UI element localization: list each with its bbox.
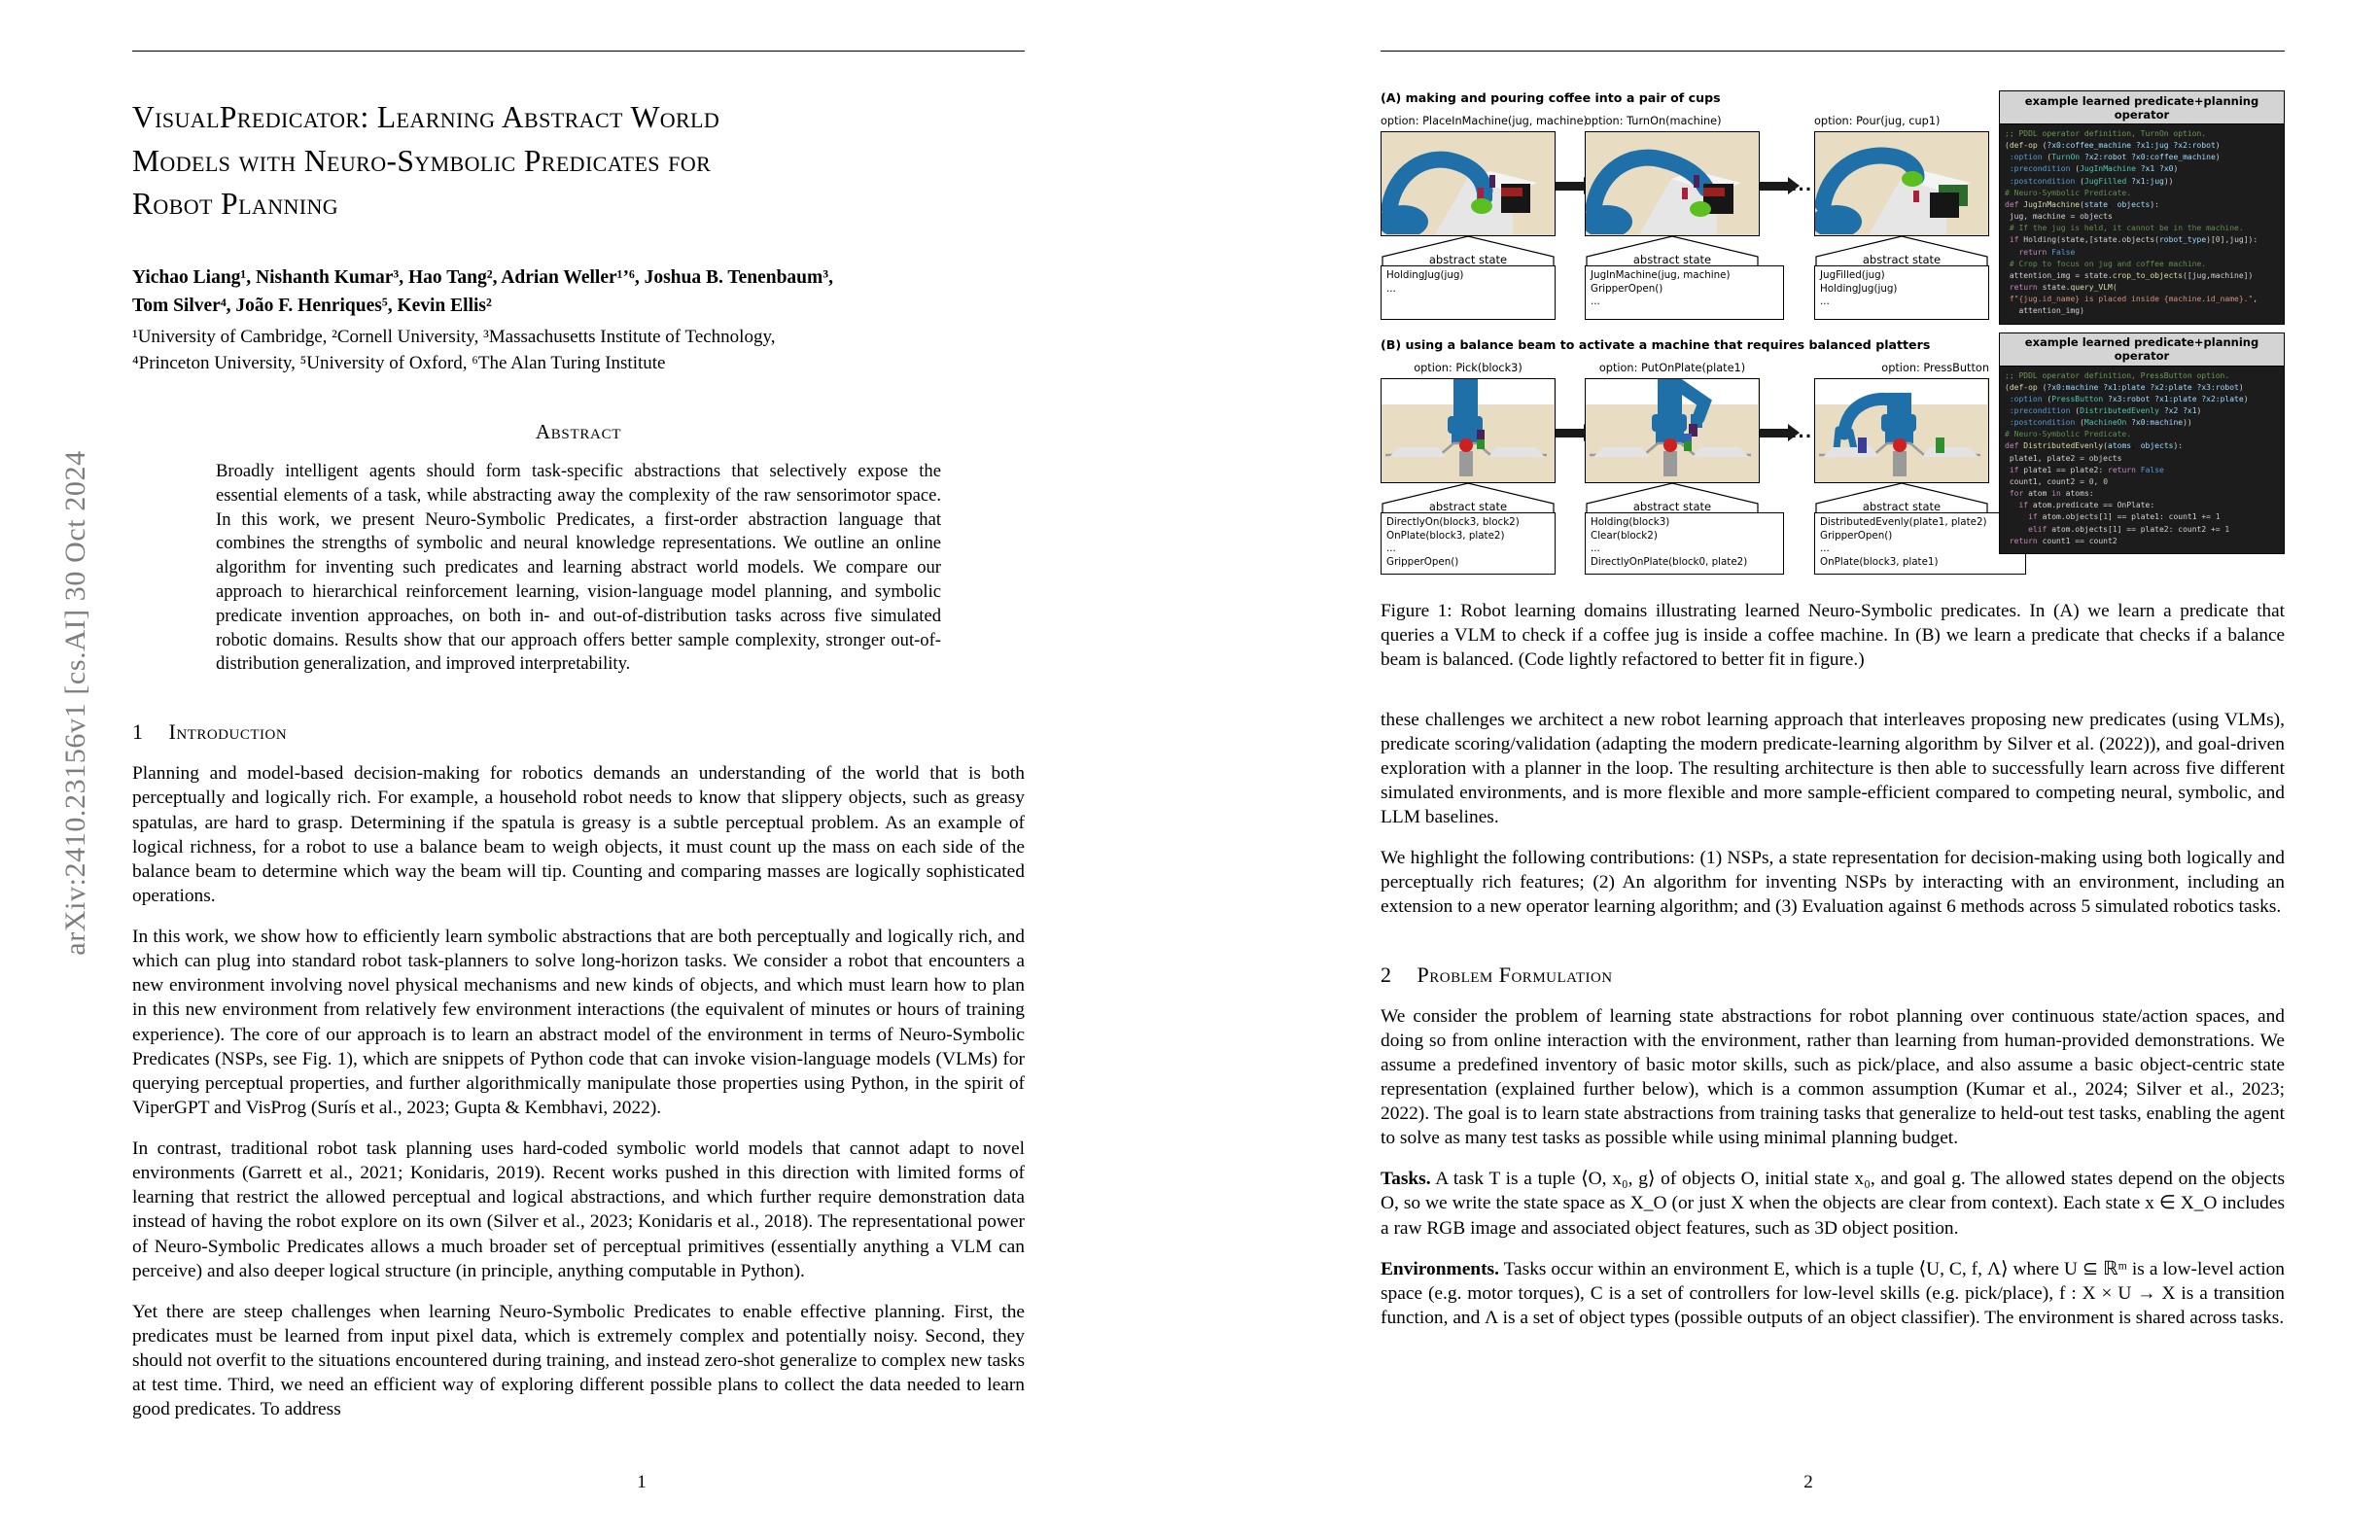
panel-a-abstract-state-label-1: abstract state — [1428, 253, 1508, 266]
panel-a-scene-2 — [1585, 131, 1760, 236]
section-title-2: Problem Formulation — [1417, 962, 1613, 987]
page-title — [132, 96, 1025, 227]
panel-b-option-2: option: PutOnPlate(plate1) — [1598, 362, 1746, 374]
arrow-icon — [1556, 182, 1585, 191]
abstract-body: Broadly intelligent agents should form task-specific abstractions that selectively expose the essential elements of a task, while abstracting away the complexity of the raw sensorimotor space. In this work, we present Neuro-Symbolic Predicates, a first-order abstraction language that combines the strengths of symbolic and neural knowledge representations. We outline an online algorithm for inventing such predicates and learning abstract world models. We compare our approach to hierarchical reinforcement learning, vision-language model planning, and symbolic predicate invention approaches, on both in- and out-of-distribution tasks across five simulated robotic domains. Results show that our approach offers better sample complexity, stronger out-of-distribution generalization, and improved interpretability. — [216, 460, 941, 675]
title-line-2: Models with Neuro-Symbolic Predicates for — [132, 143, 712, 178]
atom: GripperOpen() — [1820, 529, 1893, 542]
panel-b-title: (B) using a balance beam to activate a machine that requires balanced platters — [1381, 337, 1931, 352]
page-number-right: 2 — [1803, 1472, 1813, 1492]
section-heading-problem-formulation — [1381, 962, 2285, 988]
panel-b-option-1: option: Pick(block3) — [1414, 362, 1522, 374]
panel-a-arrow-1 — [1556, 133, 1585, 238]
panel-a-funnel-2 — [1585, 236, 1760, 265]
panel-a-title: (A) making and pouring coffee into a pair of cups — [1381, 90, 1721, 105]
figure-1-caption: Figure 1: Robot learning domains illustrating learned Neuro-Symbolic predicates. In (A) we learn a predicate that queries a VLM to check if a coffee jug is inside a coffee machine. In (B) we learn a predicate that checks if a balance beam is balanced. (Code lightly refactored to better fit in figure.) — [1381, 600, 2285, 670]
tasks-text: A task T is a tuple ⟨O, x₀, g⟩ of objects O, initial state x₀, and goal g. The allowed states depend on the objects O, so we write the state space as X_O (or just X when the objects are clear from context). Each state x ∈ X_O includes a raw RGB image and associated object features, such as 3D object position. — [1381, 1169, 2285, 1239]
atom: ... — [1386, 282, 1396, 295]
panel-b-state-box-2 — [1585, 512, 1784, 575]
panel-b-state-box-1 — [1381, 512, 1556, 575]
panel-b-ellipsis: ... — [1790, 423, 1813, 442]
panel-b-scene-2 — [1585, 378, 1760, 483]
panel-a-state-box-3 — [1814, 265, 1989, 320]
code-card-1-header: example learned predicate+planning operator — [1999, 90, 2285, 124]
panel-b-scene-1 — [1381, 378, 1556, 483]
atom: Clear(block2) — [1591, 529, 1658, 542]
page-number-left: 1 — [637, 1472, 647, 1492]
code-card-2-header: example learned predicate+planning operator — [1999, 332, 2285, 367]
figure-code-column — [1999, 90, 2285, 562]
panel-a-option-3: option: Pour(jug, cup1) — [1814, 115, 1941, 127]
section-number-2: 2 — [1381, 962, 1392, 987]
panel-a-step-3 — [1814, 115, 1989, 320]
panel-a-option-2: option: TurnOn(machine) — [1585, 115, 1722, 127]
panel-a-abstract-state-label-3: abstract state — [1862, 253, 1942, 266]
figure-panels — [1381, 90, 1989, 575]
panel-b-funnel-3 — [1814, 483, 1989, 512]
problem-paragraph-1: We consider the problem of learning state abstractions for robot planning over continuous state/action spaces, and doing so from online interaction with the environment, rather than learning from human-provided demonstrations. We assume a predefined inventory of basic motor skills, such as pick/place, and also assume a basic object-centric state representation (explained further below), which is a common assumption (Kumar et al., 2024; Silver et al., 2023; 2022). The goal is to learn state abstractions from training tasks that generalize to held-out test tasks, enabling the agent to solve as many test tasks as possible while using minimal planning budget. — [1381, 1005, 2285, 1149]
panel-a-abstract-state-label-2: abstract state — [1632, 253, 1712, 266]
code-card-1 — [1999, 90, 2285, 325]
panel-b-step-1 — [1381, 362, 1556, 575]
section-title-1: Introduction — [168, 719, 288, 745]
figure-1 — [1381, 90, 2285, 673]
atom: ... — [1591, 542, 1600, 555]
panel-b-funnel-2 — [1585, 483, 1760, 512]
authors-line-1: Yichao Liang¹, Nishanth Kumar³, Hao Tang², Adrian Weller¹’⁶, Joshua B. Tenenbaum³, — [132, 267, 833, 289]
panel-a-step-2 — [1585, 115, 1760, 320]
arrow-icon — [1556, 429, 1585, 438]
atom: OnPlate(block3, plate2) — [1386, 529, 1505, 542]
arrow-icon — [1760, 182, 1789, 191]
arxiv-stamp: arXiv:2410.23156v1 [cs.AI] 30 Oct 2024 — [59, 450, 91, 956]
atom: ... — [1591, 296, 1600, 308]
panel-b-step-3 — [1814, 362, 1989, 575]
panel-b-strip — [1381, 362, 1989, 575]
panel-b-abstract-state-label-1: abstract state — [1428, 500, 1508, 513]
authors-line-2: Tom Silver⁴, João F. Henriques⁵, Kevin Ellis² — [132, 296, 492, 317]
atom: GripperOpen() — [1591, 282, 1663, 295]
atom: ... — [1820, 296, 1830, 308]
affiliation-list — [132, 324, 1025, 377]
environments-label: Environments. — [1381, 1258, 1499, 1279]
panel-b-option-3: option: PressButton — [1881, 362, 1989, 374]
panel-a-ellipsis: ... — [1790, 176, 1813, 195]
panel-b-funnel-1 — [1381, 483, 1556, 512]
panel-b-state-box-3 — [1814, 512, 2026, 575]
section-heading-introduction — [132, 719, 1025, 745]
intro-paragraph-2: In this work, we show how to efficiently learn symbolic abstractions that are both perceptually and logically rich, and which can plug into standard robot task-planners to solve long-horizon tasks. We consider a robot that encounters a new environment involving novel physical mechanisms and new kinds of objects, and which must learn how to plan in this new environment from relatively few environment interactions (the equivalent of minutes or hours of training experience). The core of our approach is to learn an abstract model of the environment in terms of Neuro-Symbolic Predicates (NSPs, see Fig. 1), which are snippets of Python code that can invoke vision-language models (VLMs) for querying perceptual properties, and further algorithmically manipulate those properties using Python, in the spirit of ViperGPT and VisProg (Surís et al., 2023; Gupta & Kembhavi, 2022). — [132, 927, 1025, 1118]
panel-a-step-1 — [1381, 115, 1588, 320]
arrow-icon — [1760, 429, 1789, 438]
atom: Holding(block3) — [1591, 516, 1670, 528]
atom: ... — [1386, 542, 1396, 555]
page-right — [1293, 0, 2324, 1540]
panel-a-strip — [1381, 115, 1989, 320]
panel-a-scene-1 — [1381, 131, 1556, 236]
intro-paragraph-3: In contrast, traditional robot task planning uses hard-coded symbolic world models that cannot adapt to novel environments (Garrett et al., 2021; Konidaris, 2019). Recent works pushed in this direction with limited forms of learning that restrict the allowed perceptual and logical abstractions, and which further require demonstration data instead of having the robot explore on its own (Silver et al., 2023; Konidaris et al., 2018). The representational power of Neuro-Symbolic Predicates allows a much broader set of perceptual primitives (essentially anything a VLM can perceive) and also deeper logical structure (in principle, anything computable in Python). — [132, 1138, 1025, 1281]
atom: HoldingJug(jug) — [1386, 269, 1464, 281]
header-rule-right — [1381, 51, 2285, 52]
atom: DistributedEvenly(plate1, plate2) — [1820, 516, 1987, 528]
affiliations-line-1: ¹University of Cambridge, ²Cornell University, ³Massachusetts Institute of Technology, — [132, 326, 776, 347]
atom: ... — [1820, 542, 1830, 555]
atom: JugFilled(jug) — [1820, 269, 1885, 281]
panel-b-arrow-1 — [1556, 380, 1585, 485]
atom: GripperOpen() — [1386, 556, 1459, 569]
abstract-heading: Abstract — [535, 419, 622, 443]
intro-paragraph-5: these challenges we architect a new robot learning approach that interleaves proposing new predicates (using VLMs), predicate scoring/validation (adapting the modern predicate-learning algorithm by Silver et al. (2022)), and goal-driven exploration with a planner in the loop. The resulting architecture is then able to successfully learn across five different simulated environments, and is more flexible and more sample-efficient compared to competing neural, symbolic, and LLM baselines. — [1381, 709, 2285, 828]
tasks-label: Tasks. — [1381, 1169, 1431, 1190]
intro-paragraph-1: Planning and model-based decision-making for robotics demands an understanding of the world that is both perceptually and logically rich. For example, a household robot needs to know that slippery objects, such as greasy spatulas, are hard to grasp. Determining if the spatula is greasy is a subtle perceptual problem. As an example of logical richness, for a robot to use a balance beam to weigh objects, it must count up the mass on each side of the balance beam to determine which way the beam will tip. Counting and comparing masses are logically sophisticated operations. — [132, 763, 1025, 906]
title-line-3: Robot Planning — [132, 187, 339, 222]
atom: DirectlyOn(block3, block2) — [1386, 516, 1520, 528]
atom: OnPlate(block3, plate1) — [1820, 556, 1939, 569]
panel-b-abstract-state-label-3: abstract state — [1862, 500, 1942, 513]
code-card-2-body: ;; PDDL operator definition, PressButton option. (def-op (?x0:machine ?x1:plate ?x2:plate ?x3:robot) :option (PressButton ?x3:robot ?x1:plate ?x2:plate) :precondition (DistributedEvenly ?x2 ?x1) :postcondition (MachineOn ?x0:machine)) # Neuro-Symbolic Predicate. def DistributedEvenly(atoms, objects): plate1, plate2 = objects if plate1 == plate2: return False count1, count2 = 0, 0 for atom in atoms: if atom.predicate == OnPlate: if atom.objects[1] == plate1: count1 += 1 elif atom.objects[1] == plate2: count2 += 1 return count1 == count2 — [1999, 367, 2285, 554]
intro-paragraph-6: We highlight the following contributions: (1) NSPs, a state representation for decision-making using both logically and perceptually rich features; (2) An algorithm for inventing NSPs by interacting with an environment, including an extension to a new operator learning algorithm; and (3) Evaluation against 6 methods across 5 simulated robotics tasks. — [1381, 848, 2285, 918]
tasks-paragraph — [1381, 1167, 2285, 1240]
panel-b-abstract-state-label-2: abstract state — [1632, 500, 1712, 513]
panel-a-option-1: option: PlaceInMachine(jug, machine) — [1381, 115, 1588, 127]
affiliations-line-2: ⁴Princeton University, ⁵University of Oxford, ⁶The Alan Turing Institute — [132, 353, 666, 374]
panel-a-state-box-2 — [1585, 265, 1784, 320]
panel-a-funnel-1 — [1381, 236, 1556, 265]
environments-paragraph — [1381, 1257, 2285, 1330]
panel-a-state-box-1 — [1381, 265, 1556, 320]
atom: HoldingJug(jug) — [1820, 282, 1898, 295]
environments-text: Tasks occur within an environment E, which is a tuple ⟨U, C, f, Λ⟩ where U ⊆ ℝᵐ is a low-level action space (e.g. motor torques), C is a set of controllers for low-level skills (e.g. pick/place), f : X × U → X is a transition function, and Λ is a set of object types (possible outputs of an object classifier). The environment is shared across tasks. — [1381, 1258, 2285, 1328]
code-card-1-body: ;; PDDL operator definition, TurnOn option. (def-op (?x0:coffee_machine ?x1:jug ?x2:robot) :option (TurnOn ?x2:robot ?x0:coffee_machine) :precondition (JugInMachine ?x1 ?x0) :postcondition (JugFilled ?x1:jug)) # Neuro-Symbolic Predicate. def JugInMachine(state, objects): jug, machine = objects # If the jug is held, it cannot be in the machine. if Holding(state,[state.objects(robot_type)[0],jug]): return False # Crop to focus on jug and coffee machine. attention_img = state.crop_to_objects([jug,machine]) return state.query_VLM( f"{jug.id_name} is placed inside {machine.id_name}.", attention_img) — [1999, 124, 2285, 325]
header-rule-left — [132, 51, 1025, 52]
panel-a-scene-3 — [1814, 131, 1989, 236]
panel-b-scene-3 — [1814, 378, 1989, 483]
code-card-2 — [1999, 332, 2285, 554]
atom: DirectlyOnPlate(block0, plate2) — [1591, 556, 1748, 569]
atom: JugInMachine(jug, machine) — [1591, 269, 1731, 281]
page-left — [126, 0, 1157, 1540]
panel-b-step-2 — [1585, 362, 1760, 575]
title-line-1: VisualPredicator: Learning Abstract World — [132, 100, 720, 134]
panel-b-arrow-2 — [1760, 380, 1789, 485]
panel-a-arrow-2 — [1760, 133, 1789, 238]
section-number-1: 1 — [132, 719, 144, 745]
author-list — [132, 264, 1025, 321]
intro-paragraph-4: Yet there are steep challenges when learning Neuro-Symbolic Predicates to enable effective planning. First, the predicates must be learned from input pixel data, which is extremely complex and potentially noisy. Second, they should not overfit to the situations encountered during training, and instead zero-shot generalize to complex new tasks at test time. Third, we need an efficient way of exploring different possible plans to collect the data needed to learn good predicates. To address — [132, 1301, 1025, 1420]
panel-a-funnel-3 — [1814, 236, 1989, 265]
